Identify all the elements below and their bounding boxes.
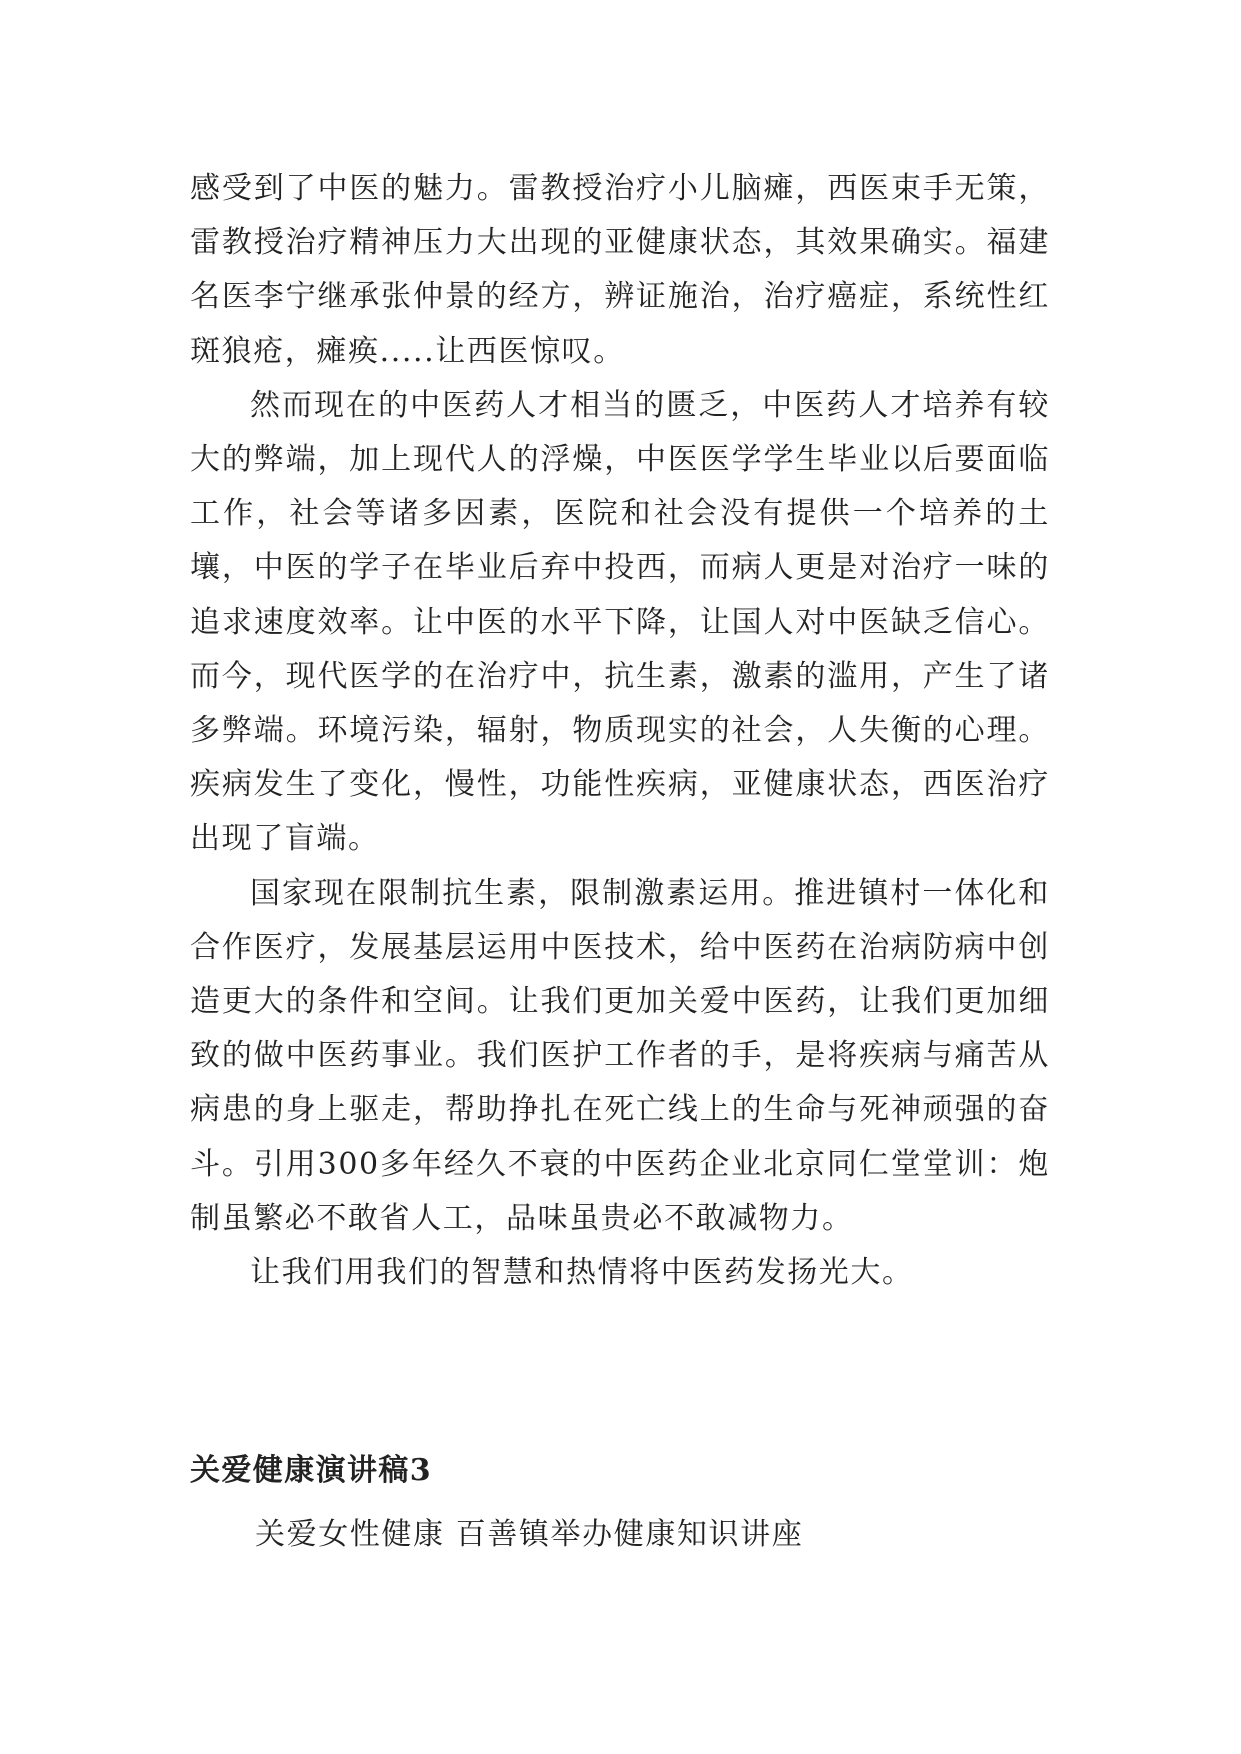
subheading: 关爱女性健康 百善镇举办健康知识讲座	[255, 1517, 804, 1552]
document-body	[190, 162, 1050, 1300]
section-heading: 关爱健康演讲稿3	[190, 1453, 433, 1488]
paragraph-3: 国家现在限制抗生素，限制激素运用。推进镇村一体化和合作医疗，发展基层运用中医技术，给中医药在治病防病中创造更大的条件和空间。让我们更加关爱中医药，让我们更加细致的做中医药事业。我们医护工作者的手，是将疾病与痛苦从病患的身上驱走，帮助挣扎在死亡线上的生命与死神顽强的奋斗。引用300多年经久不衰的中医药企业北京同仁堂堂训：炮制虽繁必不敢省人工，品味虽贵必不敢减物力。	[190, 875, 1050, 1236]
paragraph-4: 让我们用我们的智慧和热情将中医药发扬光大。	[250, 1255, 914, 1291]
paragraph-2: 然而现在的中医药人才相当的匮乏，中医药人才培养有较大的弊端，加上现代人的浮燥，中医医学学生毕业以后要面临工作，社会等诸多因素，医院和社会没有提供一个培养的土壤，中医的学子在毕业后弃中投西，而病人更是对治疗一味的追求速度效率。让中医的水平下降，让国人对中医缺乏信心。而今，现代医学的在治疗中，抗生素，激素的滥用，产生了诸多弊端。环境污染，辐射，物质现实的社会，人失衡的心理。疾病发生了变化，慢性，功能性疾病，亚健康状态，西医治疗出现了盲端。	[190, 387, 1050, 857]
paragraph-1: 感受到了中医的魅力。雷教授治疗小儿脑瘫，西医束手无策，雷教授治疗精神压力大出现的亚健康状态，其效果确实。福建名医李宁继承张仲景的经方，辨证施治，治疗癌症，系统性红斑狼疮，瘫痪.....让西医惊叹。	[190, 171, 1050, 369]
